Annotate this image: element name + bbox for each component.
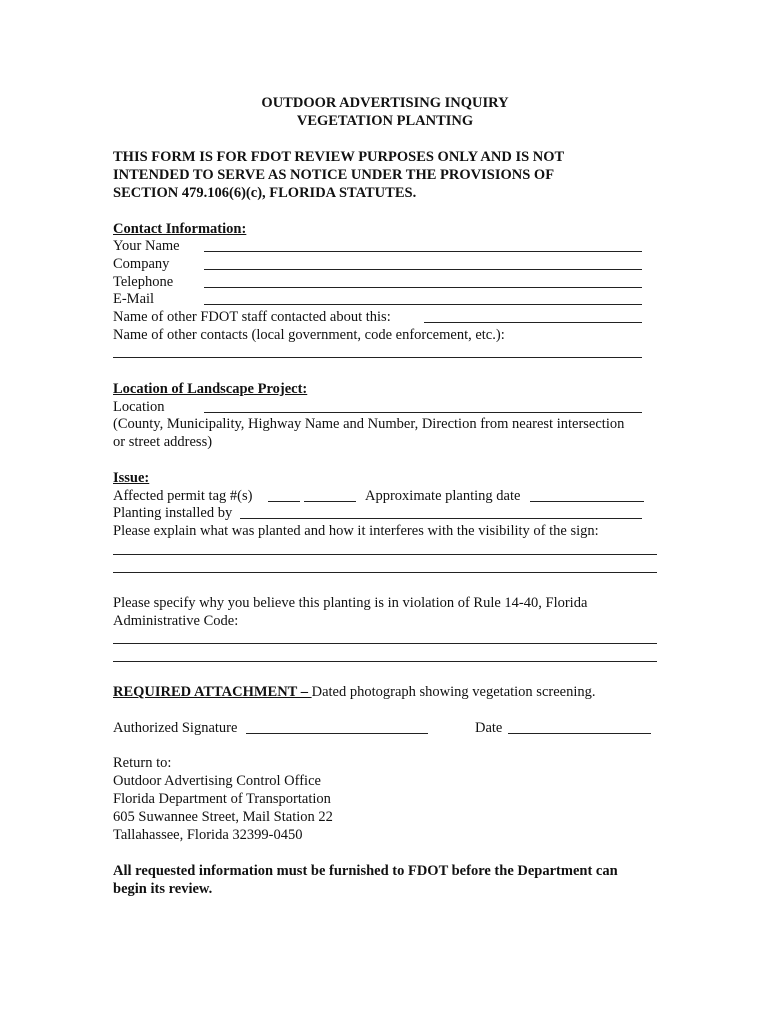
your-name-label: Your Name <box>113 238 180 254</box>
email-field[interactable] <box>204 304 642 305</box>
return-address-line: Florida Department of Transportation <box>113 791 331 807</box>
planting-date-label: Approximate planting date <box>365 488 521 504</box>
return-address-line: Outdoor Advertising Control Office <box>113 773 321 789</box>
issue-heading: Issue: <box>113 470 150 486</box>
other-contacts-field[interactable] <box>113 357 642 358</box>
email-label: E-Mail <box>113 291 155 307</box>
date-label: Date <box>475 720 503 736</box>
telephone-label: Telephone <box>113 274 174 290</box>
notice-line-2: INTENDED TO SERVE AS NOTICE UNDER THE PROVISIONS OF <box>113 167 555 183</box>
footer-line-1: All requested information must be furnished to FDOT before the Department can <box>113 863 618 879</box>
return-address-line: 605 Suwannee Street, Mail Station 22 <box>113 809 333 825</box>
contact-heading: Contact Information: <box>113 221 247 237</box>
other-staff-field[interactable] <box>424 322 642 323</box>
specify-field-line-1[interactable] <box>113 643 657 644</box>
permit-tag-field-2[interactable] <box>304 501 356 502</box>
specify-field-line-2[interactable] <box>113 661 657 662</box>
signature-date-field[interactable] <box>508 733 651 734</box>
form-title: OUTDOOR ADVERTISING INQUIRY <box>261 95 509 111</box>
attachment-row <box>113 683 596 701</box>
explain-label: Please explain what was planted and how it interferes with the visibility of the sign: <box>113 523 599 539</box>
location-hint-line-1: (County, Municipality, Highway Name and Number, Direction from nearest intersection <box>113 416 625 432</box>
specify-label-line-1: Please specify why you believe this planting is in violation of Rule 14-40, Florida <box>113 595 588 611</box>
telephone-field[interactable] <box>204 287 642 288</box>
return-to-label: Return to: <box>113 755 172 771</box>
planting-date-field[interactable] <box>530 501 644 502</box>
permit-tag-label: Affected permit tag #(s) <box>113 488 253 504</box>
explain-field-line-1[interactable] <box>113 554 657 555</box>
company-field[interactable] <box>204 269 642 270</box>
other-contacts-label: Name of other contacts (local government, code enforcement, etc.): <box>113 327 505 343</box>
installed-by-field[interactable] <box>240 518 642 519</box>
other-staff-label: Name of other FDOT staff contacted about this: <box>113 309 391 325</box>
permit-tag-field-1[interactable] <box>268 501 300 502</box>
location-hint-line-2: or street address) <box>113 434 213 450</box>
notice-line-1: THIS FORM IS FOR FDOT REVIEW PURPOSES ONLY AND IS NOT <box>113 149 565 165</box>
company-label: Company <box>113 256 170 272</box>
explain-field-line-2[interactable] <box>113 572 657 573</box>
return-address-line: Tallahassee, Florida 32399-0450 <box>113 827 303 843</box>
attachment-text: Dated photograph showing vegetation screening. <box>311 684 596 700</box>
specify-label-line-2: Administrative Code: <box>113 613 239 629</box>
authorized-signature-field[interactable] <box>246 733 428 734</box>
location-label: Location <box>113 399 165 415</box>
footer-line-2: begin its review. <box>113 881 213 897</box>
notice-line-3: SECTION 479.106(6)(c), FLORIDA STATUTES. <box>113 185 417 201</box>
location-field[interactable] <box>204 412 642 413</box>
your-name-field[interactable] <box>204 251 642 252</box>
form-subtitle: VEGETATION PLANTING <box>296 113 474 129</box>
location-heading: Location of Landscape Project: <box>113 381 308 397</box>
attachment-heading: REQUIRED ATTACHMENT – <box>113 684 308 700</box>
installed-by-label: Planting installed by <box>113 505 233 521</box>
authorized-signature-label: Authorized Signature <box>113 720 238 736</box>
